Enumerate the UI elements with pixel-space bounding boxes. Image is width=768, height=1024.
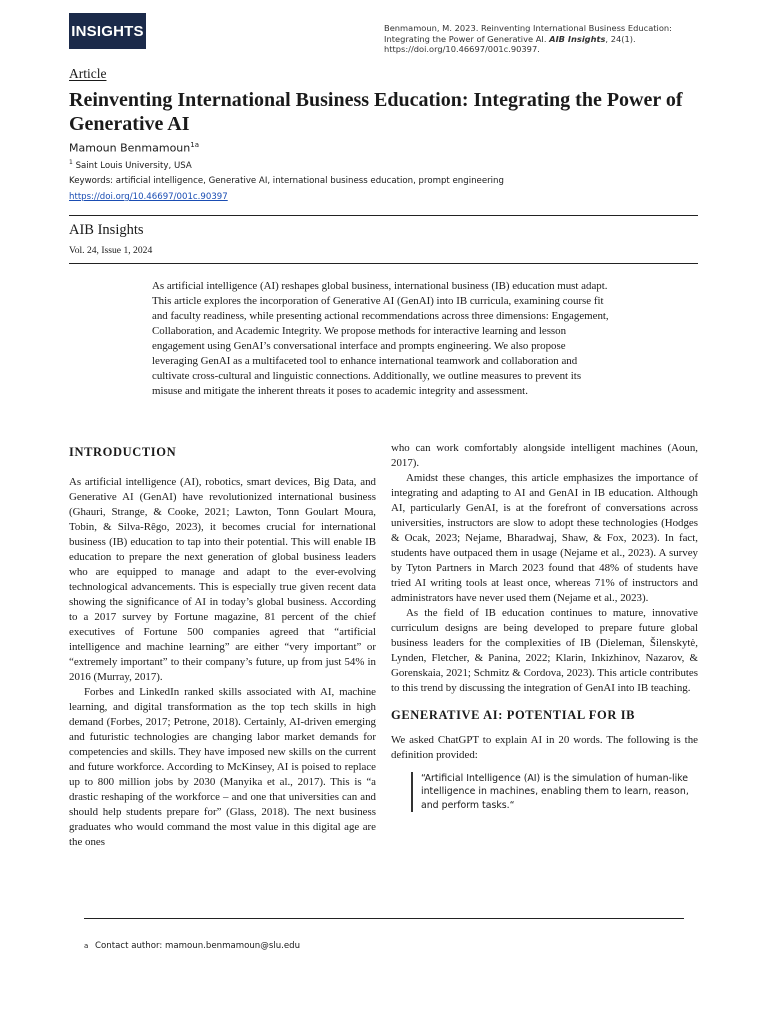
citation-text: Benmamoun, M. 2023. Reinventing International Business Education: Integrating the Power of Generative AI. [384, 23, 672, 44]
author-line [69, 141, 199, 155]
volume-issue: Vol. 24, Issue 1, 2024 [69, 245, 153, 256]
author-name: Mamoun Benmamoun [69, 141, 191, 155]
header-citation [384, 23, 704, 55]
intro-paragraph-2: Forbes and LinkedIn ranked skills associated with AI, machine learning, and digital transformation as the top tech skills in high demand (Forbes, 2017; Petrone, 2018). Certainly, AI-driven emerging and futuristic technologies are changing labor market demands for competencies and skills. They have imposed new skills on the current and future workforce. According to McKinsey, AI is poised to replace up to 800 million jobs by 2030 (Manyika et al., 2017). This is “a drastic reshaping of the workforce – and one that universities can and should help students prepare for” (Glass, 2018). The next business graduates who would command the most value in this digital age are the ones [69, 686, 376, 848]
journal-name: AIB Insights [69, 222, 144, 238]
footnote [84, 941, 300, 951]
logo-text: INSIGHTS [71, 22, 144, 40]
intro-paragraph-1: As artificial intelligence (AI), robotics, smart devices, Big Data, and Generative AI (GenAI) have revolutionized international business (Ghauri, Strange, & Cooke, 2021; Lawton, Tonn Goulart Moura, Tobin, & Silva-Rêgo, 2023), it becomes crucial for international business (IB) education to tap into their potential. This will enable IB education to prepare the next generation of global business leaders who are equipped to manage and adapt to the ever-evolving technological advancements. This is especially true given recent data showing the significance of AI in today’s global business. According to a 2017 survey by Fortune magazine, 81 percent of the chief executives of Fortune 500 companies agreed that “artificial intelligence and machine learning” are either “very important” or “extremely important” to their company’s future, up from just 54% in 2016 (Murray, 2017). [69, 476, 376, 683]
doi-link[interactable]: https://doi.org/10.46697/001c.90397 [69, 192, 228, 202]
citation-journal: AIB Insights [549, 33, 606, 44]
affiliation [69, 159, 192, 171]
divider-top [69, 215, 698, 216]
author-sup: 1a [190, 141, 199, 149]
intro-paragraph-4: As the field of IB education continues to mature, innovative curriculum designs are being developed to prepare future global business leaders for the complexities of IB (Dieleman, Šilenskytė, Lynden, Fletcher, & Panina, 2022; Klarin, Inkizhinov, Nazarov, & Gorenskaia, 2021; Schmitz & Cordova, 2023). This article contributes to this trend by discussing the integration of GenAI into IB teaching. [391, 607, 698, 694]
affiliation-text: Saint Louis University, USA [75, 160, 192, 171]
footnote-divider [84, 918, 684, 919]
citation-details: , 24(1). https://doi.org/10.46697/001c.90397. [384, 33, 636, 54]
intro-paragraph-2-continued: who can work comfortably alongside intelligent machines (Aoun, 2017). [391, 442, 698, 469]
keywords: Keywords: artificial intelligence, Generative AI, international business education, prompt engineering [69, 176, 504, 186]
left-column [69, 444, 376, 850]
right-column [391, 441, 698, 812]
article-title: Reinventing International Business Education: Integrating the Power of Generative AI [69, 89, 683, 135]
intro-paragraph-3: Amidst these changes, this article emphasizes the importance of integrating and adapting to AI and GenAI in IB education. Although AI, particularly GenAI, is at the forefront of conversations across universities, instructors are slow to adopt these technologies (Hodges & Ocak, 2023; Nejame, Bharadwaj, Shaw, & Fox, 2023). In fact, students have outpaced them in usage (Nejame et al., 2023). A survey by Tyton Partners in March 2023 found that 48% of students have tried AI writing tools at least once, whereas 71% of instructors and administrators have never used them (Nejame et al., 2023). [391, 472, 698, 604]
genai-heading: GENERATIVE AI: POTENTIAL FOR IB [391, 708, 636, 722]
abstract: As artificial intelligence (AI) reshapes global business, international business (IB) education must adapt. This article explores the incorporation of Generative AI (GenAI) into IB curricula, examining course fit and faculty readiness, while presenting actional recommendations across three dimensions: Engagement, Collaboration, and Academic Integrity. We propose methods for interactive learning and lesson engagement using GenAI’s conversational interface and prompts engineering. We also propose leveraging GenAI as a multifaceted tool to enhance international teamwork and collaboration and cultivate cross-cultural and linguistic connections. Additionally, we outline measures to prevent its misuse and mitigate the inherent threats it poses to academic integrity and assessment. [152, 280, 609, 397]
affiliation-sup: 1 [69, 159, 73, 166]
article-type-label: Article [69, 66, 107, 81]
footnote-mark: a [84, 942, 89, 950]
genai-paragraph-1: We asked ChatGPT to explain AI in 20 words. The following is the definition provided: [391, 734, 698, 761]
footnote-text: Contact author: mamoun.benmamoun@slu.edu [95, 941, 301, 951]
divider-bottom [69, 263, 698, 264]
chatgpt-quote: “Artificial Intelligence (AI) is the simulation of human-like intelligence in machines, enabling them to learn, reason, and perform tasks.“ [411, 772, 698, 812]
insights-logo [69, 13, 146, 49]
intro-heading: INTRODUCTION [69, 445, 177, 459]
